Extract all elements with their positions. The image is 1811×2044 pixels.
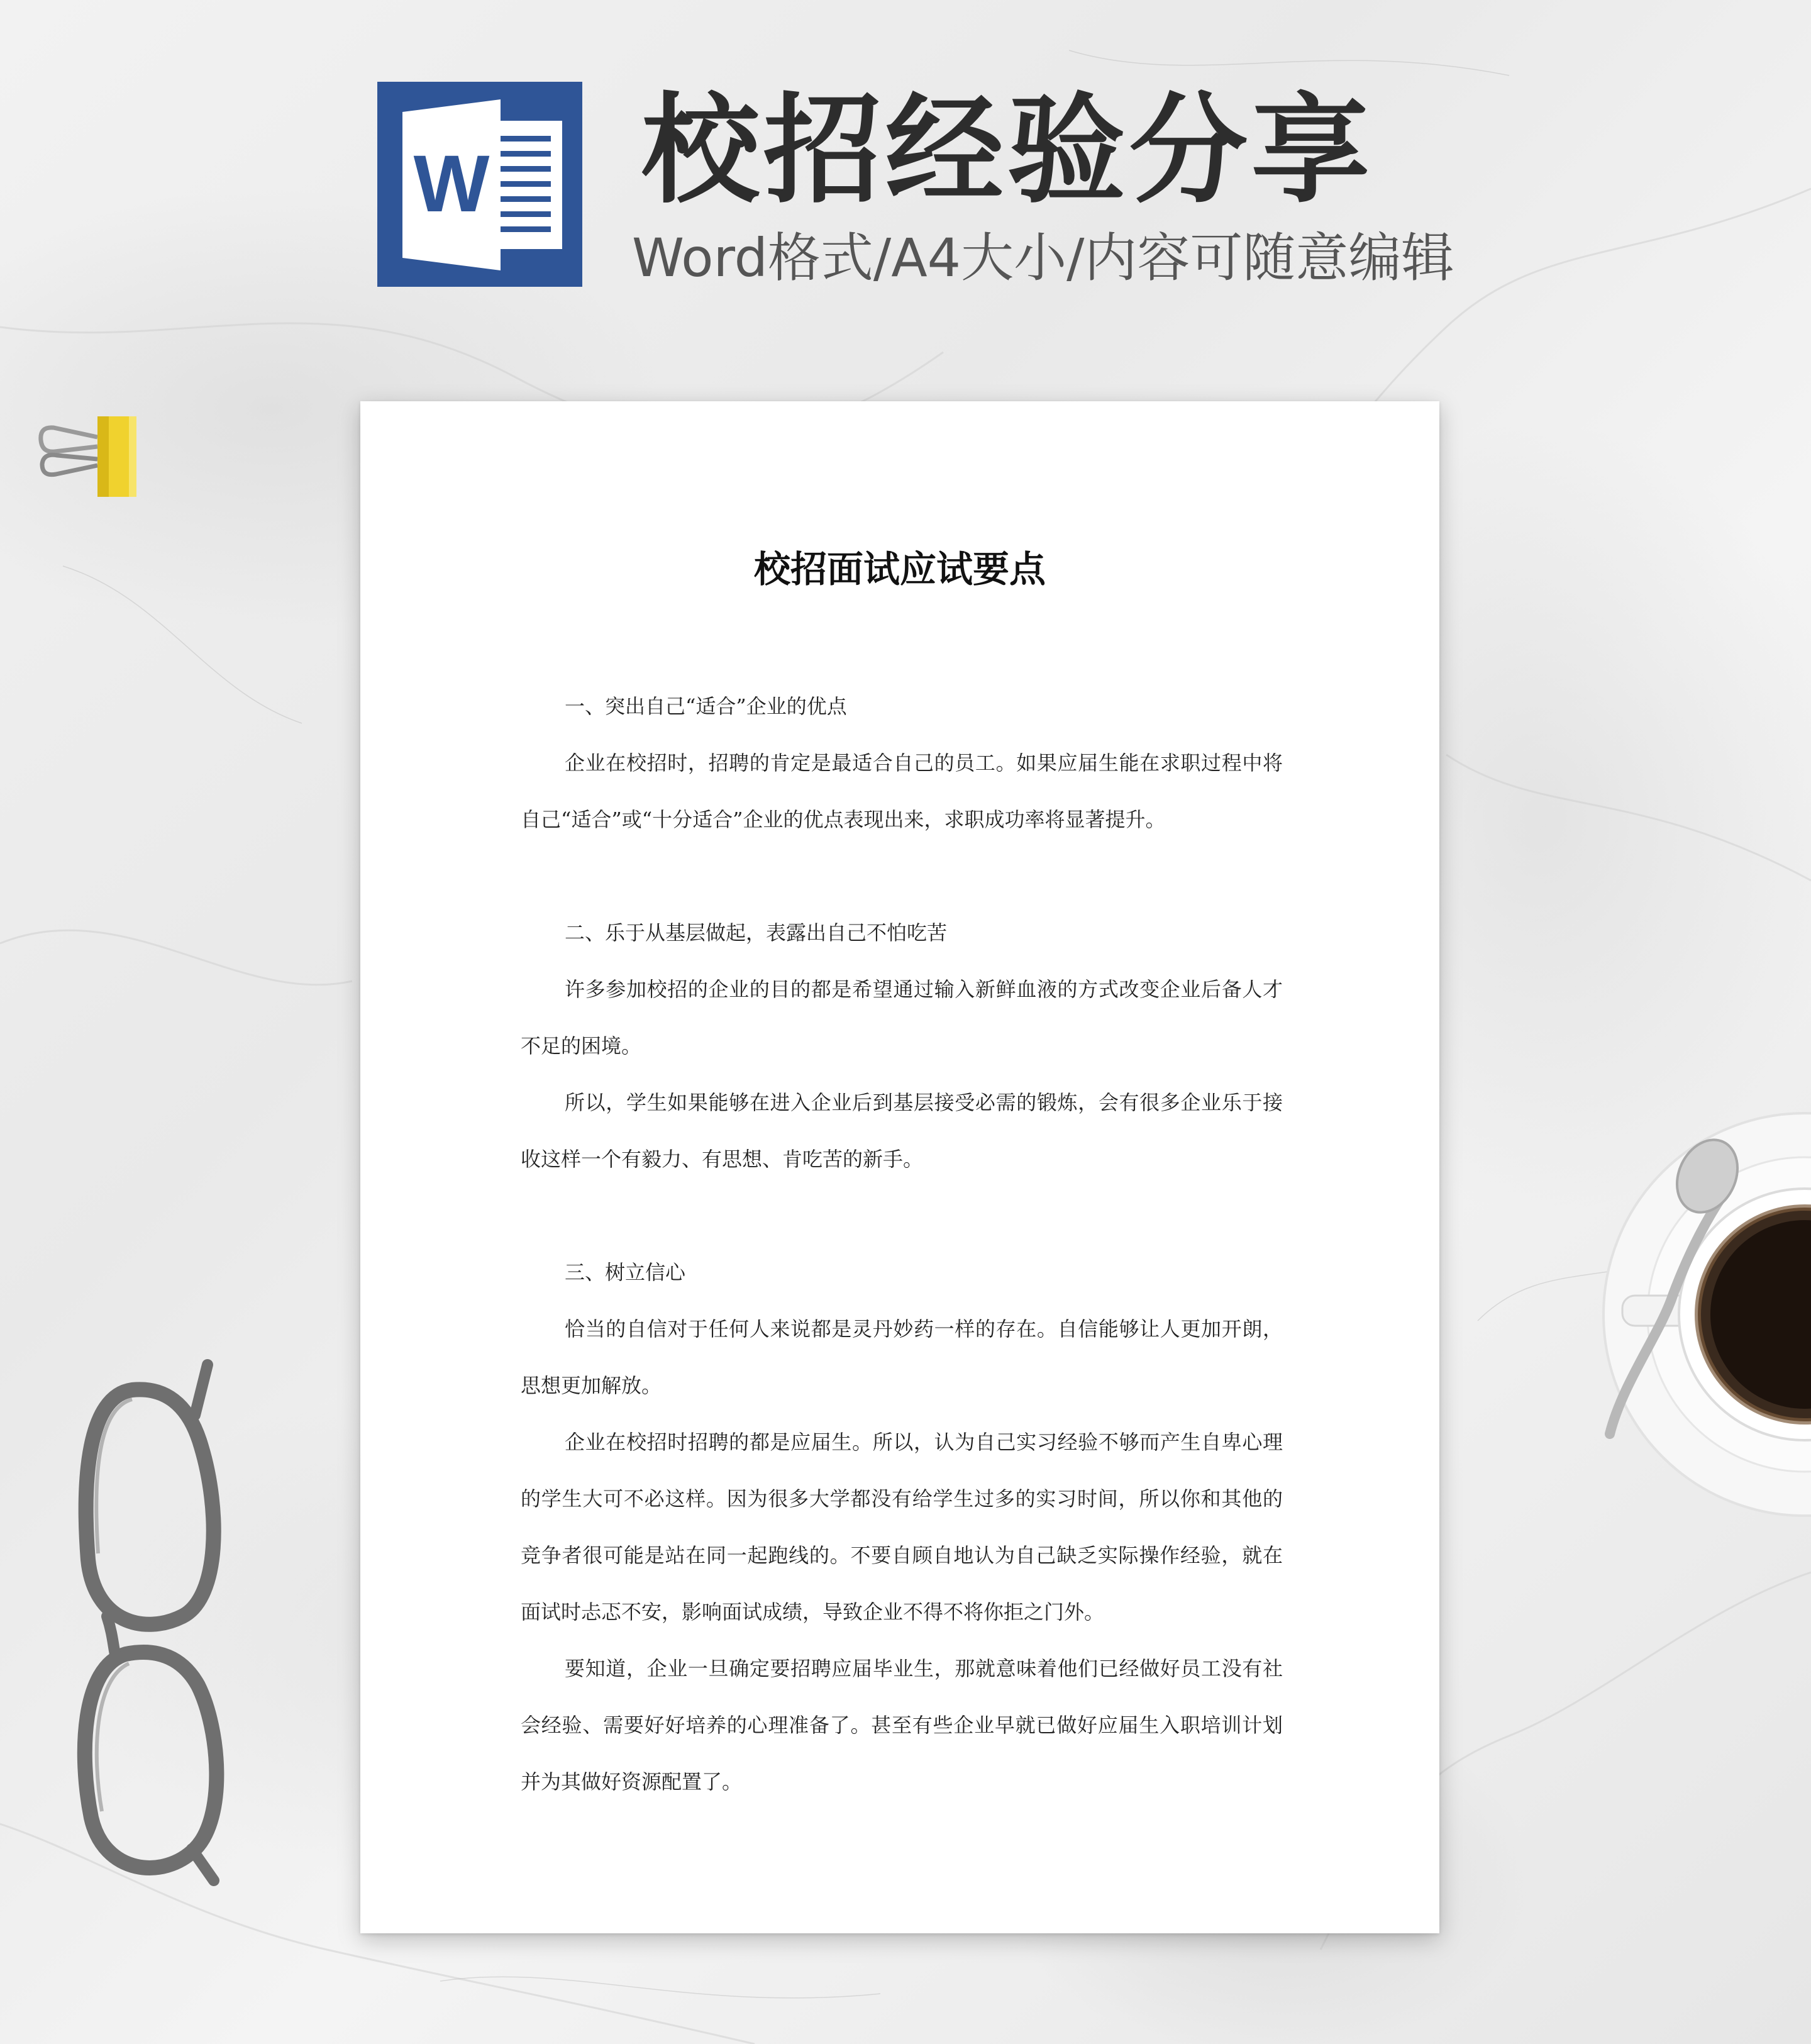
word-logo-icon — [377, 82, 582, 287]
coffee-cup-icon — [1597, 1107, 1811, 1522]
paragraph: 所以，学生如果能够在进入企业后到基层接受必需的锻炼，会有很多企业乐于接收这样一个有毅力、有思想、肯吃苦的新手。 — [521, 1091, 1283, 1171]
eyeglasses-icon — [69, 1352, 245, 1893]
page-subtitle: Word格式/A4大小/内容可随意编辑 — [632, 227, 1454, 289]
paragraph: 恰当的自信对于任何人来说都是灵丹妙药一样的存在。自信能够让人更加开朗，思想更加解放。 — [521, 1317, 1283, 1397]
page-title: 校招经验分享 — [641, 82, 1373, 219]
binder-clip-icon — [35, 409, 148, 503]
paragraph: 要知道，企业一旦确定要招聘应届毕业生，那就意味着他们已经做好员工没有社会经验、需要好好培养的心理准备了。甚至有些企业早就已做好应届生入职培训计划并为其做好资源配置了。 — [521, 1657, 1283, 1794]
section-spacer — [521, 848, 1283, 904]
document-title: 校招面试应试要点 — [753, 548, 1046, 591]
section-heading: 三、树立信心 — [565, 1260, 686, 1284]
paragraph: 企业在校招时招聘的都是应届生。所以，认为自己实习经验不够而产生自卑心理的学生大可不必这样。因为很多大学都没有给学生过多的实习时间，所以你和其他的竞争者很可能是站在同一起跑线的。不要自顾自地认为自己缺乏实际操作经验，就在面试时忐忑不安，影响面试成绩，导致企业不得不将你拒之门外。 — [521, 1430, 1283, 1624]
section-heading: 一、突出自己“适合”企业的优点 — [565, 694, 847, 718]
paragraph: 许多参加校招的企业的目的都是希望通过输入新鲜血液的方式改变企业后备人才不足的困境。 — [521, 977, 1283, 1058]
word-logo-letter: W — [413, 139, 490, 229]
paragraph: 企业在校招时，招聘的肯定是最适合自己的员工。如果应届生能在求职过程中将自己“适合”或“十分适合”企业的优点表现出来，求职成功率将显著提升。 — [521, 751, 1283, 831]
section-heading: 二、乐于从基层做起，表露出自己不怕吃苦 — [565, 921, 948, 945]
document-page — [360, 401, 1439, 1933]
section-spacer — [521, 1187, 1283, 1244]
document-body — [521, 678, 1283, 1810]
